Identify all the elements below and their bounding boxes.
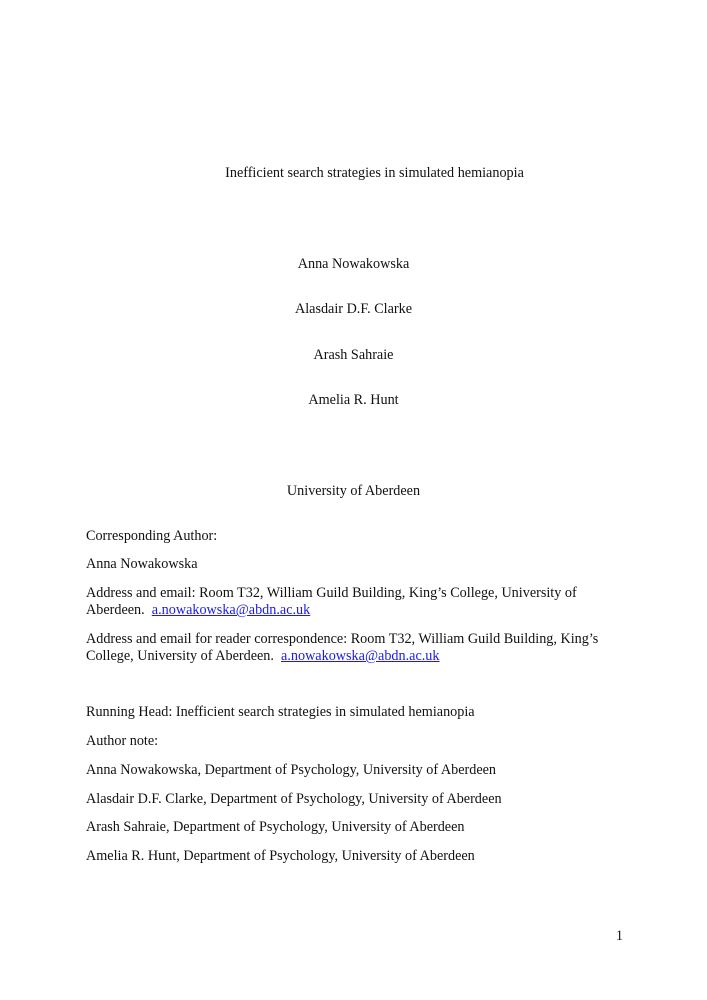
affiliation: University of Aberdeen [286, 483, 421, 499]
author-name: Alasdair D.F. Clarke [294, 301, 413, 317]
author-note-line: Arash Sahraie, Department of Psychology, University of Aberdeen [86, 819, 465, 835]
author-note-line: Alasdair D.F. Clarke, Department of Psychology, University of Aberdeen [86, 791, 502, 807]
corresponding-author-label: Corresponding Author: [86, 528, 218, 544]
reader-address-line-end [86, 647, 439, 665]
author-name: Anna Nowakowska [297, 256, 410, 272]
reader-address-line: Address and email for reader correspondence: Room T32, William Guild Building, King’s [86, 631, 599, 647]
author-name: Arash Sahraie [313, 347, 394, 363]
address-line-end [86, 601, 310, 619]
paper-title: Inefficient search strategies in simulated hemianopia [225, 165, 524, 181]
address-text: Aberdeen. [86, 602, 145, 618]
reader-address-text: College, University of Aberdeen. [86, 648, 274, 664]
author-name: Amelia R. Hunt [308, 392, 399, 408]
reader-email-link[interactable]: a.nowakowska@abdn.ac.uk [281, 648, 440, 664]
author-note-line: Amelia R. Hunt, Department of Psychology, University of Aberdeen [86, 848, 475, 864]
page-number: 1 [615, 928, 623, 944]
corresponding-author-name: Anna Nowakowska [86, 556, 198, 572]
email-link[interactable]: a.nowakowska@abdn.ac.uk [151, 602, 311, 618]
running-head: Running Head: Inefficient search strategies in simulated hemianopia [86, 704, 475, 720]
author-note-line: Anna Nowakowska, Department of Psychology, University of Aberdeen [86, 762, 497, 778]
address-line: Address and email: Room T32, William Guild Building, King’s College, University of [86, 585, 577, 601]
author-note-label: Author note: [86, 733, 159, 749]
